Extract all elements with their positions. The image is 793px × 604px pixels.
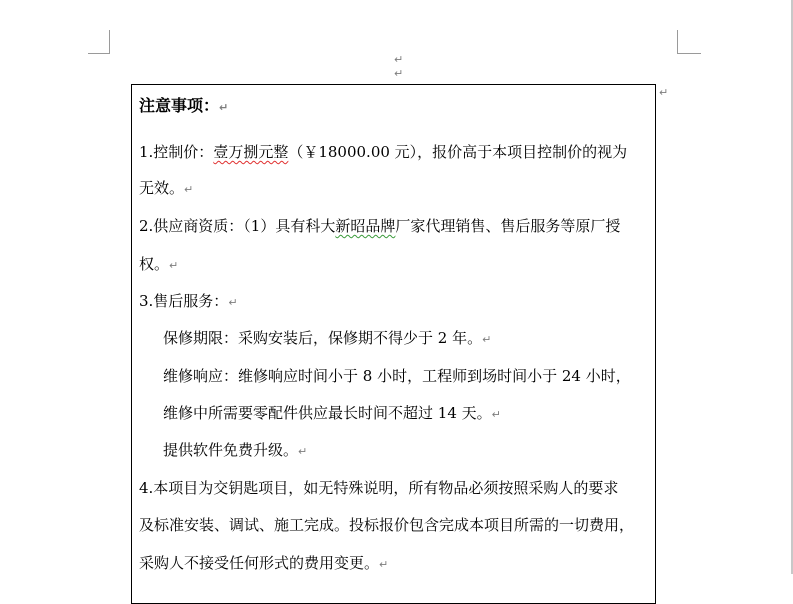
item4-line3-text: 采购人不接受任何形式的费用变更。 (139, 554, 380, 572)
paragraph-mark-icon: ↵ (491, 408, 501, 421)
item1-rest: （￥18000.00 元），报价高于本项目控制价的视为 (288, 143, 628, 161)
item2-rest: 厂家代理销售、售后服务等原厂授 (395, 217, 621, 235)
item4-line3 (139, 553, 388, 575)
item4-line1 (139, 478, 618, 498)
item3-warranty-text: 保修期限：采购安装后，保修期不得少于 2 年。 (163, 329, 483, 347)
item1-prefix: 1.控制价： (139, 143, 214, 161)
paragraph-mark-icon: ↵ (228, 296, 238, 309)
item1-amount-words: 壹万捌元整 (213, 143, 289, 161)
item3-response-line1 (163, 366, 631, 386)
paragraph-mark-icon: ↵ (379, 558, 389, 571)
item4-line1-text: 4.本项目为交钥匙项目，如无特殊说明，所有物品必须按照采购人的要求 (139, 479, 619, 497)
paragraph-mark-icon: ↵ (184, 183, 194, 196)
item3-title (139, 291, 238, 313)
item3-warranty (163, 328, 491, 350)
item3-title-text: 3.售后服务： (139, 292, 229, 310)
margin-corner-mark-top-left (88, 53, 110, 54)
item3-response-line2 (163, 403, 501, 425)
notice-title (139, 96, 228, 118)
item1-line2-text: 无效。 (139, 179, 185, 197)
paragraph-mark-icon: ↵ (219, 101, 229, 114)
item4-line2 (139, 515, 634, 535)
margin-corner-mark-top-left (109, 30, 110, 54)
paragraph-mark-icon: ↵ (482, 333, 492, 346)
margin-corner-mark-top-right (677, 30, 678, 54)
item2-line2 (139, 254, 178, 276)
margin-corner-mark-top-right (677, 53, 701, 54)
paragraph-mark-icon: ↵ (659, 86, 669, 99)
item3-response-text-2: 维修中所需要零配件供应最长时间不超过 14 天。 (163, 404, 492, 422)
notice-title-text: 注意事项： (139, 96, 220, 115)
paragraph-mark-icon: ↵ (169, 259, 179, 272)
item2-line2-text: 权。 (139, 255, 170, 273)
item3-software-text: 提供软件免费升级。 (163, 441, 299, 459)
item1-line2 (139, 178, 193, 200)
paragraph-mark-icon: ↵ (298, 445, 308, 458)
item3-software (163, 440, 307, 462)
paragraph-mark-icon: ↵ (394, 67, 404, 80)
item2-prefix: 2.供应商资质：（1）具有科大 (139, 217, 336, 235)
item1-line1 (139, 142, 627, 162)
paragraph-mark-icon: ↵ (394, 53, 404, 66)
item2-brand: 新昭品牌 (335, 217, 396, 235)
item2-line1 (139, 216, 620, 236)
item4-line2-text: 及标准安装、调试、施工完成。投标报价包含完成本项目所需的一切费用， (139, 516, 635, 534)
item3-response-text: 维修响应：维修响应时间小于 8 小时，工程师到场时间小于 24 小时， (163, 367, 631, 385)
